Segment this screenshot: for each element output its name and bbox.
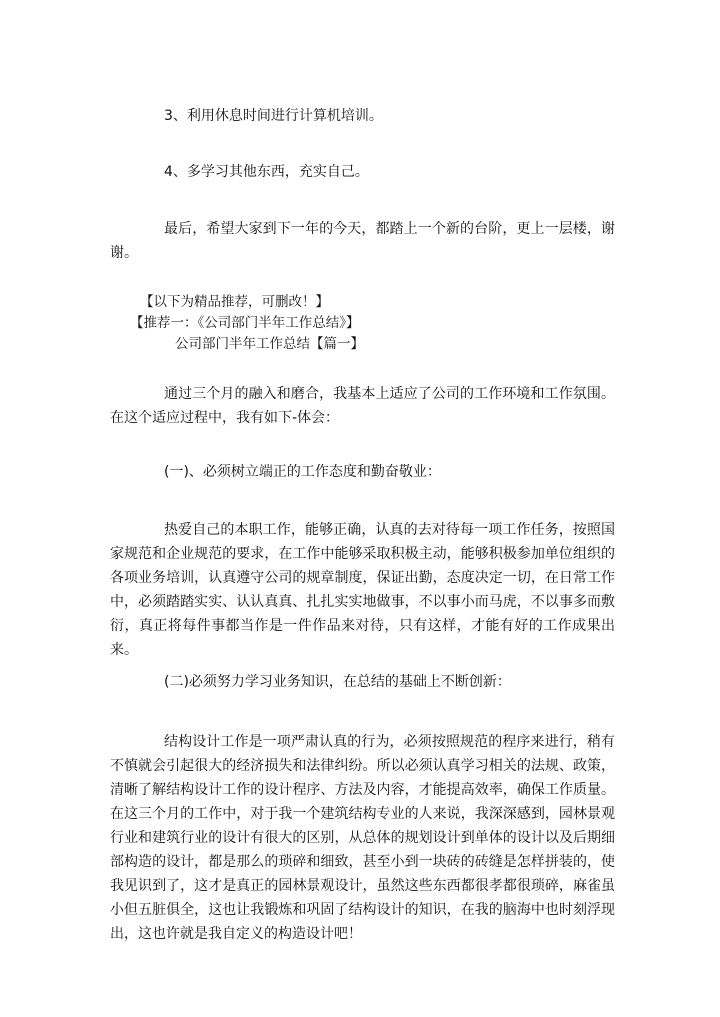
section-paragraph-1: 热爱自己的本职工作，能够正确，认真的去对待每一项工作任务，按照国家规范和企业规范的要求，在工作中能够采取积极主动，能够积极参加单位组织的各项业务培训，认真遵守公司的规章制度，保证出勤，态度决定一切，在日常工作中，必须踏踏实实、认认真真、扎扎实实地做事，不以事小而马虎，不以事多而敷衍，真正将每件事都当作是一件作品来对待，只有这样，才能有好的工作成果出来。	[110, 522, 615, 658]
section-heading-1: (一)、必须树立端正的工作态度和勤奋敬业：	[164, 464, 441, 480]
list-item-4: 4、多学习其他东西，充实自己。	[164, 164, 369, 180]
recommend-title: 【推荐一：《公司部门半年工作总结》】	[130, 315, 360, 331]
recommend-note: 【以下为精品推荐，可删改！】	[140, 294, 329, 310]
section-heading-2: (二)必须努力学习业务知识，在总结的基础上不断创新：	[164, 674, 511, 690]
section-paragraph-2: 结构设计工作是一项严肃认真的行为，必须按照规范的程序来进行，稍有不慎就会引起很大的经济损失和法律纠纷。所以必须认真学习相关的法规、政策，清晰了解结构设计工作的设计程序、方法及内容，才能提高效率，确保工作质量。在这三个月的工作中，对于我一个建筑结构专业的人来说，我深深感到，园林景观行业和建筑行业的设计有很大的区别，从总体的规划设计到单体的设计以及后期细部构造的设计，都是那么的琐碎和细致，甚至小到一块砖的砖缝是怎样拼装的，使我见识到了，这才是真正的园林景观设计，虽然这些东西都很孝都很琐碎，麻雀虽小但五脏俱全，这也让我锻炼和巩固了结构设计的知识，在我的脑海中也时刻浮现出，这也许就是我自定义的构造设计吧！	[110, 734, 615, 942]
list-item-3: 3、利用休息时间进行计算机培训。	[164, 108, 383, 124]
closing-paragraph: 最后，希望大家到下一年的今天，都踏上一个新的台阶，更上一层楼，谢谢。	[110, 221, 615, 261]
intro-paragraph: 通过三个月的融入和磨合，我基本上适应了公司的工作环境和工作氛围。在这个适应过程中，我有如下-体会：	[110, 386, 615, 426]
article-title: 公司部门半年工作总结【篇一】	[175, 336, 364, 352]
